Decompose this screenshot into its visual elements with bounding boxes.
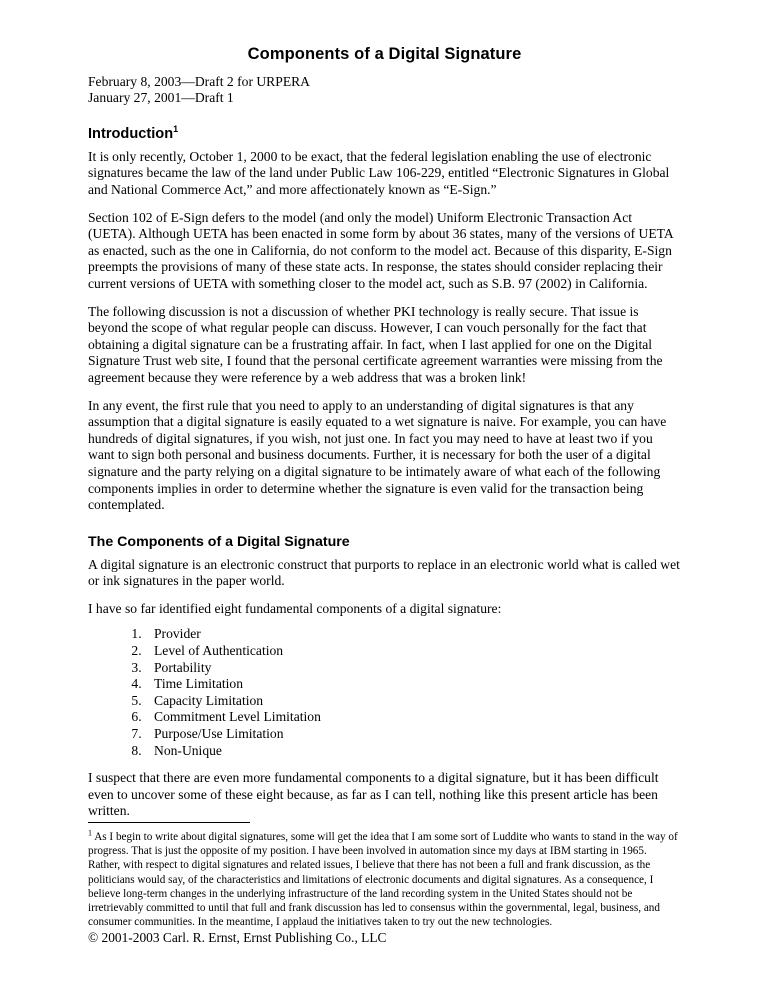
section-heading-introduction [88, 125, 681, 143]
components-intro-paragraph: A digital signature is an electronic construct that purports to replace in an electronic world what is called wet or ink signatures in the paper world. [88, 556, 680, 589]
copyright-notice: © 2001-2003 Carl. R. Ernst, Ernst Publishing Co., LLC [88, 930, 387, 946]
list-item: 2. Level of Authentication [145, 643, 681, 660]
list-item: 3. Portability [145, 660, 681, 677]
intro-paragraph-4: In any event, the first rule that you need to apply to an understanding of digital signatures is that any assumption that a digital signature is easily equated to a wet signature is naive. For example, you can have hundreds of digital signatures, if you wish, not just one. In fact you may need to have at least two if you want to sign both personal and business documents. Further, it is necessary for both the user of a digital signature and the party relying on a digital signature to be intimately aware of what each of the following components implies in order to determine whether the signature is even valid for the transaction being contemplated. [88, 397, 667, 513]
document-body [88, 44, 681, 831]
footnote-reference-marker[interactable]: 1 [173, 123, 179, 134]
components-closing-paragraph: I suspect that there are even more fundamental components to a digital signature, but it has been difficult even to uncover some of these eight because, as far as I can tell, nothing like this present article has been written. [88, 770, 659, 819]
section-heading-components: The Components of a Digital Signature [88, 533, 350, 550]
list-item: 4. Time Limitation [145, 676, 681, 693]
list-item: 6. Commitment Level Limitation [145, 709, 681, 726]
footnote-number: 1 [88, 828, 92, 838]
dateline-previous: January 27, 2001—Draft 1 [88, 90, 234, 106]
section-heading-introduction-label: Introduction [88, 125, 174, 142]
footnote-separator-rule [88, 822, 250, 823]
list-item: 5. Capacity Limitation [145, 693, 681, 710]
list-item: 8. Non-Unique [145, 743, 681, 760]
footnote-area [88, 822, 681, 947]
dateline-current: February 8, 2003—Draft 2 for URPERA [88, 74, 311, 89]
components-list [88, 626, 681, 759]
footnote-text: As I begin to write about digital signatures, some will get the idea that I am some sort of Luddite who wants to stand in the way of progress. That is just the opposite of my position. I have been involved in automation since my days at IBM starting in 1965. Rather, with respect to digital signatures and related issues, I believe that there has not been a full and frank discussion, as the politicians would say, of the characteristics and limitations of electronic documents and digital signatures. As a consequence, I believe long-term changes in the underlying infrastructure of the land recording system in the United States should not be irretrievably committed to until that full and frank discussion has led to consensus within the governmental, legal, business, and consumer communities. In the meantime, I applaud the initiatives taken to try out the new technologies. [88, 831, 678, 929]
intro-paragraph-2: Section 102 of E-Sign defers to the model (and only the model) Uniform Electronic Transaction Act (UETA). Although UETA has been enacted in some form by about 36 states, many of the versions of UETA as enacted, such as the one in California, do not conform to the model act. Because of this disparity, E-Sign preempts the provisions of many of these state acts. In response, the states should consider replacing their current versions of UETA with something closer to the model act, such as S.B. 97 (2002) in California. [88, 209, 673, 291]
draft-datelines [88, 74, 681, 107]
list-item: 7. Purpose/Use Limitation [145, 726, 681, 743]
footnote-body [88, 830, 681, 929]
list-item: 1. Provider [145, 626, 681, 643]
intro-paragraph-1: It is only recently, October 1, 2000 to be exact, that the federal legislation enabling the use of electronic signatures became the law of the land under Public Law 106-229, entitled “Electronic Signatures in Global and National Commerce Act,” and more affectionately known as “E-Sign.” [88, 148, 670, 197]
components-list-lead-in: I have so far identified eight fundamental components of a digital signature: [88, 600, 502, 616]
page-title: Components of a Digital Signature [247, 45, 522, 63]
intro-paragraph-3: The following discussion is not a discussion of whether PKI technology is really secure. That issue is beyond the scope of what regular people can discuss. However, I can vouch personally for the fact that obtaining a digital signature can be a frustrating affair. In fact, when I last applied for one on the Digital Signature Trust web site, I found that the personal certificate agreement warranties were missing from the agreement because they were reference by a web address that was a broken link! [88, 303, 663, 385]
